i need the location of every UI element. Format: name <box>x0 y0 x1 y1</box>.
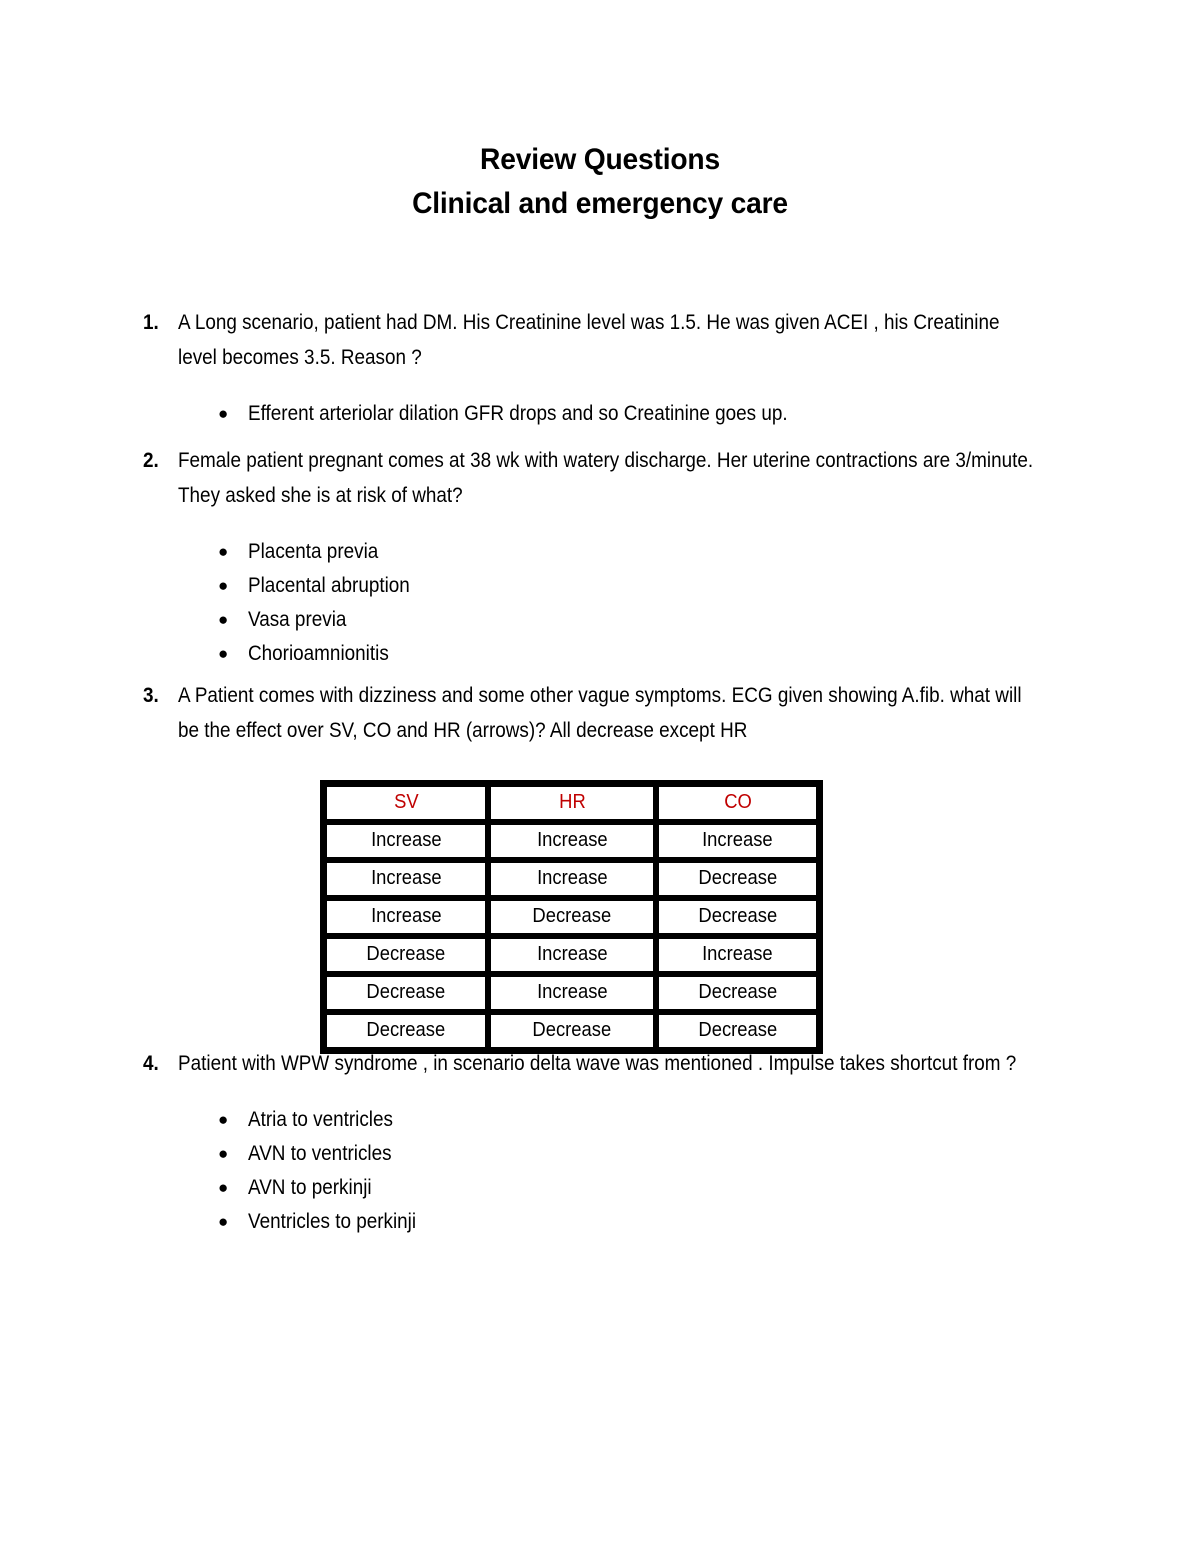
table-row[interactable] <box>324 898 819 936</box>
table-header-sv <box>324 784 488 822</box>
question-block-4 <box>0 1046 1200 1239</box>
sv-hr-co-table-wrapper <box>320 780 797 1054</box>
cell-label: Decrease <box>366 981 446 1003</box>
table-header-sv-label: SV <box>393 791 419 813</box>
table-row[interactable] <box>324 1012 819 1050</box>
option-label: Efferent arteriolar dilation GFR drops and so Creatinine goes up. <box>248 402 788 425</box>
table-cell <box>656 822 819 860</box>
cell-label: Increase <box>536 867 608 889</box>
cell-label: Increase <box>536 981 608 1003</box>
list-item <box>0 1103 1200 1137</box>
bullet-icon: ● <box>218 1212 229 1231</box>
table-cell <box>324 822 488 860</box>
spacer <box>0 375 1200 397</box>
table-cell <box>324 860 488 898</box>
table-cell <box>324 898 488 936</box>
list-item <box>0 1137 1200 1171</box>
list-item <box>0 1171 1200 1205</box>
cell-label: Decrease <box>532 905 612 927</box>
question-row <box>0 678 1200 748</box>
table-cell <box>488 898 656 936</box>
table-cell <box>488 860 656 898</box>
bullet-icon: ● <box>218 404 229 423</box>
table-cell <box>656 898 819 936</box>
question-row <box>0 305 1200 375</box>
cell-label: Decrease <box>698 1019 777 1041</box>
list-item <box>0 603 1200 637</box>
cell-label: Increase <box>702 943 773 965</box>
question-row <box>0 443 1200 513</box>
table-cell <box>324 974 488 1012</box>
option-label: Ventricles to perkinji <box>248 1210 417 1233</box>
bullet-icon: ● <box>218 1144 229 1163</box>
question-text: A Patient comes with dizziness and some other vague symptoms. ECG given showing A.fib. what will be the effect over SV, CO and HR (arrows)? All decrease except HR <box>178 684 1022 742</box>
option-label: Vasa previa <box>248 608 347 631</box>
cell-label: Increase <box>370 867 442 889</box>
sv-hr-co-table <box>320 780 823 1054</box>
page-subtitle: Clinical and emergency care <box>412 187 788 220</box>
table-cell <box>656 1012 819 1050</box>
table-cell <box>324 936 488 974</box>
bullet-icon: ● <box>218 576 229 595</box>
option-list <box>0 397 1200 431</box>
cell-label: Increase <box>702 829 773 851</box>
list-item <box>0 397 1200 431</box>
table-cell <box>488 1012 656 1050</box>
cell-label: Decrease <box>698 905 777 927</box>
table-header-co <box>656 784 819 822</box>
cell-label: Decrease <box>532 1019 612 1041</box>
table-row[interactable] <box>324 822 819 860</box>
table-header-hr-label: HR <box>558 791 586 813</box>
list-item <box>0 1205 1200 1239</box>
bullet-icon: ● <box>218 1110 229 1129</box>
question-number: 4. <box>143 1052 159 1075</box>
cell-label: Decrease <box>366 1019 446 1041</box>
table-header-row <box>324 784 819 822</box>
document-title-block <box>0 138 1200 226</box>
question-number: 3. <box>143 684 159 707</box>
list-item <box>0 535 1200 569</box>
table-body <box>324 822 819 1050</box>
option-label: Atria to ventricles <box>248 1108 393 1131</box>
table-cell <box>488 936 656 974</box>
list-item <box>0 569 1200 603</box>
table-head <box>324 784 819 822</box>
spacer <box>0 513 1200 535</box>
table-cell <box>324 1012 488 1050</box>
table-cell <box>488 822 656 860</box>
table-cell <box>656 974 819 1012</box>
bullet-icon: ● <box>218 542 229 561</box>
option-label: AVN to ventricles <box>248 1142 392 1165</box>
question-text: Patient with WPW syndrome , in scenario delta wave was mentioned . Impulse takes shortcut from ? <box>178 1052 1017 1075</box>
option-label: AVN to perkinji <box>248 1176 372 1199</box>
cell-label: Decrease <box>366 943 446 965</box>
list-item <box>0 637 1200 671</box>
option-list <box>0 1103 1200 1239</box>
option-label: Chorioamnionitis <box>248 642 389 665</box>
cell-label: Decrease <box>698 867 777 889</box>
cell-label: Increase <box>536 943 608 965</box>
table-cell <box>656 860 819 898</box>
option-label: Placenta previa <box>248 540 379 563</box>
bullet-icon: ● <box>218 610 229 629</box>
option-list <box>0 535 1200 671</box>
bullet-icon: ● <box>218 1178 229 1197</box>
question-block-1 <box>0 305 1200 431</box>
cell-label: Increase <box>370 829 442 851</box>
table-header-hr <box>488 784 656 822</box>
table-row[interactable] <box>324 860 819 898</box>
cell-label: Increase <box>370 905 442 927</box>
question-block-3 <box>0 678 1200 748</box>
page-title: Review Questions <box>480 143 720 176</box>
spacer <box>0 1081 1200 1103</box>
table-row[interactable] <box>324 974 819 1012</box>
question-text: Female patient pregnant comes at 38 wk with watery discharge. Her uterine contractions are 3/minute. They asked she is at risk of what? <box>178 449 1034 507</box>
table-header-co-label: CO <box>723 791 752 813</box>
bullet-icon: ● <box>218 644 229 663</box>
question-block-2 <box>0 443 1200 671</box>
question-number: 1. <box>143 311 159 334</box>
question-text: A Long scenario, patient had DM. His Creatinine level was 1.5. He was given ACEI , his Creatinine level becomes 3.5. Reason ? <box>178 311 1000 369</box>
table-row[interactable] <box>324 936 819 974</box>
table-cell <box>488 974 656 1012</box>
question-number: 2. <box>143 449 159 472</box>
cell-label: Decrease <box>698 981 777 1003</box>
question-row <box>0 1046 1200 1081</box>
option-label: Placental abruption <box>248 574 410 597</box>
cell-label: Increase <box>536 829 608 851</box>
table-cell <box>656 936 819 974</box>
